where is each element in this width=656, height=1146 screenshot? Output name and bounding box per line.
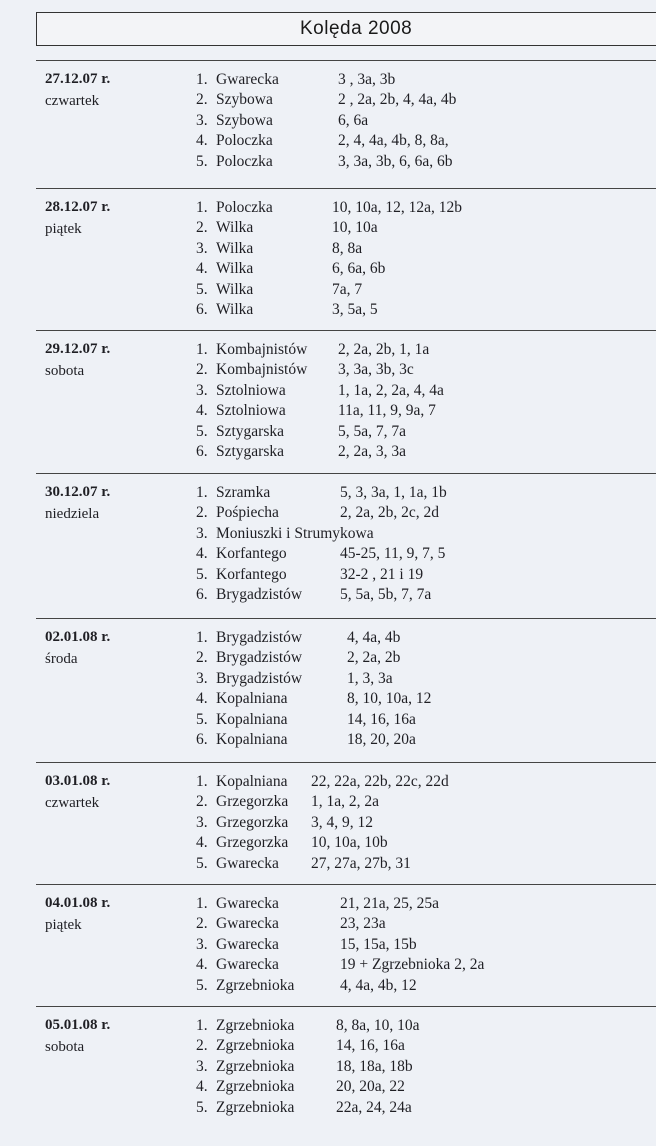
section-date: 29.12.07 r. <box>45 341 111 357</box>
street-name: Kopalniana <box>216 690 288 708</box>
house-numbers: 19 + Zgrzebnioka 2, 2a <box>340 956 485 974</box>
schedule-row <box>196 1017 636 1037</box>
schedule-row <box>196 423 636 443</box>
row-number: 4. <box>196 690 208 708</box>
schedule-row <box>196 443 636 463</box>
schedule-row <box>196 545 636 565</box>
row-number: 3. <box>196 935 208 953</box>
section-weekday: piątek <box>45 917 82 933</box>
street-name: Grzegorzka <box>216 813 289 831</box>
schedule-row <box>196 895 636 915</box>
row-number: 5. <box>196 976 208 994</box>
street-name: Szybowa <box>216 111 273 129</box>
house-numbers: 3, 5a, 5 <box>332 301 378 318</box>
section-divider <box>36 1006 656 1007</box>
schedule-row <box>196 956 636 976</box>
house-numbers: 10, 10a, 10b <box>311 834 388 852</box>
schedule-row <box>196 566 636 586</box>
schedule-row <box>196 731 636 751</box>
schedule-row <box>196 199 636 219</box>
schedule-row <box>196 649 636 669</box>
row-number: 2. <box>196 793 208 811</box>
section-weekday: sobota <box>45 363 85 379</box>
row-number: 2. <box>196 504 208 522</box>
schedule-row <box>196 834 636 854</box>
house-numbers: 4, 4a, 4b, 12 <box>340 976 417 994</box>
row-number: 1. <box>196 71 208 88</box>
row-number: 3. <box>196 669 208 687</box>
schedule-row <box>196 301 636 321</box>
street-name: Wilka <box>216 260 254 278</box>
street-name: Zgrzebnioka <box>216 1057 295 1075</box>
street-name: Gwarecka <box>216 915 279 933</box>
section-weekday: środa <box>45 651 78 667</box>
street-name: Wilka <box>216 219 254 237</box>
street-name: Gwarecka <box>216 935 279 953</box>
house-numbers: 20, 20a, 22 <box>336 1078 405 1096</box>
row-number: 6. <box>196 301 208 318</box>
row-number: 5. <box>196 710 208 728</box>
schedule-row <box>196 711 636 731</box>
schedule-row <box>196 281 636 301</box>
section-date: 30.12.07 r. <box>45 484 111 500</box>
house-numbers: 21, 21a, 25, 25a <box>340 895 440 912</box>
street-name: Gwarecka <box>216 71 279 88</box>
row-number: 5. <box>196 854 208 872</box>
house-numbers: 11a, 11, 9, 9a, 7 <box>338 402 436 420</box>
row-number: 5. <box>196 280 208 298</box>
schedule-row <box>196 525 636 545</box>
row-number: 5. <box>196 565 208 583</box>
street-name: Kombajnistów <box>216 341 308 358</box>
row-number: 6. <box>196 731 208 748</box>
street-name: Kopalniana <box>216 710 288 728</box>
schedule-row <box>196 915 636 935</box>
street-name: Zgrzebnioka <box>216 1078 295 1096</box>
row-number: 2. <box>196 91 208 109</box>
row-number: 4. <box>196 1078 208 1096</box>
row-number: 3. <box>196 1057 208 1075</box>
schedule-row <box>196 793 636 813</box>
schedule-row <box>196 690 636 710</box>
row-number: 5. <box>196 1098 208 1116</box>
house-numbers: 2, 4, 4a, 4b, 8, 8a, <box>338 132 449 150</box>
house-numbers: 1, 3, 3a <box>347 669 393 687</box>
row-number: 6. <box>196 586 208 603</box>
street-name: Zgrzebnioka <box>216 976 295 994</box>
street-name: Poloczka <box>216 199 273 216</box>
house-numbers: 10, 10a, 12, 12a, 12b <box>332 199 463 216</box>
house-numbers: 5, 5a, 5b, 7, 7a <box>340 586 432 603</box>
house-numbers: 2, 2a, 2b, 2c, 2d <box>340 504 440 522</box>
house-numbers: 14, 16, 16a <box>347 710 416 728</box>
section-divider <box>36 884 656 885</box>
street-name: Kopalniana <box>216 773 288 790</box>
house-numbers: 2, 2a, 2b <box>347 649 401 667</box>
house-numbers: 2 , 2a, 2b, 4, 4a, 4b <box>338 91 457 109</box>
section-weekday: niedziela <box>45 506 100 522</box>
section-weekday: sobota <box>45 1039 85 1055</box>
schedule-row <box>196 629 636 649</box>
row-number: 1. <box>196 484 208 501</box>
section-divider <box>36 618 656 619</box>
house-numbers: 6, 6a, 6b <box>332 260 386 278</box>
street-name: Poloczka <box>216 152 273 170</box>
row-number: 4. <box>196 260 208 278</box>
schedule-row <box>196 71 636 91</box>
schedule-row <box>196 153 636 173</box>
row-number: 5. <box>196 152 208 170</box>
street-name: Brygadzistów <box>216 586 303 603</box>
street-name: Brygadzistów <box>216 669 303 687</box>
row-number: 3. <box>196 239 208 257</box>
street-name: Zgrzebnioka <box>216 1098 295 1116</box>
row-number: 5. <box>196 422 208 440</box>
house-numbers: 3, 3a, 3b, 6, 6a, 6b <box>338 152 453 170</box>
house-numbers: 5, 3, 3a, 1, 1a, 1b <box>340 484 447 501</box>
row-number: 3. <box>196 524 208 542</box>
section-divider <box>36 188 656 189</box>
row-number: 6. <box>196 443 208 460</box>
schedule-row <box>196 112 636 132</box>
house-numbers: 22a, 24, 24a <box>336 1098 412 1116</box>
section-date: 02.01.08 r. <box>45 629 111 645</box>
schedule-row <box>196 1037 636 1057</box>
house-numbers: 18, 18a, 18b <box>336 1057 413 1075</box>
row-number: 2. <box>196 219 208 237</box>
row-number: 4. <box>196 834 208 852</box>
schedule-row <box>196 260 636 280</box>
house-numbers: 1, 1a, 2, 2a <box>311 793 380 811</box>
schedule-row <box>196 219 636 239</box>
house-numbers: 27, 27a, 27b, 31 <box>311 854 411 872</box>
section-divider <box>36 330 656 331</box>
house-numbers: 7a, 7 <box>332 280 363 298</box>
schedule-row <box>196 1078 636 1098</box>
row-number: 1. <box>196 341 208 358</box>
section-divider <box>36 762 656 763</box>
page-title: Kolęda 2008 <box>300 18 413 39</box>
street-name: Zgrzebnioka <box>216 1037 295 1055</box>
street-name: Sztolniowa <box>216 402 286 420</box>
street-name: Brygadzistów <box>216 649 303 667</box>
schedule-row <box>196 382 636 402</box>
street-name: Szybowa <box>216 91 273 109</box>
house-numbers: 6, 6a <box>338 111 369 129</box>
schedule-row <box>196 361 636 381</box>
house-numbers: 14, 16, 16a <box>336 1037 405 1055</box>
row-number: 3. <box>196 111 208 129</box>
schedule-row <box>196 484 636 504</box>
schedule-row <box>196 773 636 793</box>
schedule-row <box>196 91 636 111</box>
house-numbers: 32-2 , 21 i 19 <box>340 565 424 583</box>
schedule-row <box>196 1058 636 1078</box>
row-number: 2. <box>196 915 208 933</box>
schedule-row <box>196 586 636 606</box>
house-numbers: 3 , 3a, 3b <box>338 71 396 88</box>
row-number: 1. <box>196 1017 208 1034</box>
schedule-row <box>196 132 636 152</box>
street-name: Korfantego <box>216 565 287 583</box>
street-name: Pośpiecha <box>216 504 279 522</box>
house-numbers: 45-25, 11, 9, 7, 5 <box>340 545 446 563</box>
row-number: 1. <box>196 629 208 646</box>
house-numbers: 3, 4, 9, 12 <box>311 813 373 831</box>
house-numbers: 8, 10, 10a, 12 <box>347 690 432 708</box>
street-name: Grzegorzka <box>216 793 289 811</box>
section-date: 27.12.07 r. <box>45 71 111 87</box>
street-name: Poloczka <box>216 132 273 150</box>
house-numbers: 22, 22a, 22b, 22c, 22d <box>311 773 449 790</box>
row-number: 4. <box>196 956 208 974</box>
house-numbers: 4, 4a, 4b <box>347 629 401 646</box>
row-number: 3. <box>196 813 208 831</box>
street-name: Brygadzistów <box>216 629 303 646</box>
schedule-row <box>196 402 636 422</box>
house-numbers: 1, 1a, 2, 2a, 4, 4a <box>338 381 444 399</box>
section-weekday: czwartek <box>45 795 100 811</box>
row-number: 2. <box>196 1037 208 1055</box>
street-name: Sztolniowa <box>216 381 286 399</box>
house-numbers: 2, 2a, 3, 3a <box>338 443 407 460</box>
street-name: Zgrzebnioka <box>216 1017 295 1034</box>
row-number: 4. <box>196 545 208 563</box>
schedule-row <box>196 504 636 524</box>
street-name: Gwarecka <box>216 895 279 912</box>
street-name: Szramka <box>216 484 271 501</box>
street-name: Korfantego <box>216 545 287 563</box>
section-date: 05.01.08 r. <box>45 1017 111 1033</box>
schedule-row <box>196 341 636 361</box>
section-weekday: piątek <box>45 221 82 237</box>
house-numbers: 3, 3a, 3b, 3c <box>338 361 414 379</box>
street-name: Grzegorzka <box>216 834 289 852</box>
schedule-row <box>196 855 636 875</box>
section-date: 28.12.07 r. <box>45 199 111 215</box>
section-date: 03.01.08 r. <box>45 773 111 789</box>
house-numbers: 18, 20, 20a <box>347 731 416 748</box>
section-divider <box>36 60 656 61</box>
schedule-row <box>196 936 636 956</box>
row-number: 1. <box>196 773 208 790</box>
street-name: Wilka <box>216 239 254 257</box>
schedule-row <box>196 240 636 260</box>
section-date: 04.01.08 r. <box>45 895 111 911</box>
street-name: Sztygarska <box>216 422 285 440</box>
house-numbers: 5, 5a, 7, 7a <box>338 422 407 440</box>
street-name: Wilka <box>216 280 254 298</box>
schedule-row <box>196 1099 636 1119</box>
schedule-row <box>196 670 636 690</box>
street-name: Wilka <box>216 301 254 318</box>
row-number: 2. <box>196 649 208 667</box>
row-number: 1. <box>196 895 208 912</box>
schedule-row <box>196 977 636 997</box>
section-weekday: czwartek <box>45 93 100 109</box>
house-numbers: 8, 8a <box>332 239 363 257</box>
street-name: Kopalniana <box>216 731 288 748</box>
row-number: 1. <box>196 199 208 216</box>
house-numbers: 10, 10a <box>332 219 378 237</box>
row-number: 4. <box>196 402 208 420</box>
street-name: Gwarecka <box>216 854 279 872</box>
house-numbers: 15, 15a, 15b <box>340 935 417 953</box>
row-number: 3. <box>196 381 208 399</box>
street-name: Moniuszki i Strumykowa <box>216 524 374 542</box>
street-name: Gwarecka <box>216 956 279 974</box>
street-name: Kombajnistów <box>216 361 308 379</box>
house-numbers: 23, 23a <box>340 915 386 933</box>
street-name: Sztygarska <box>216 443 285 460</box>
schedule-row <box>196 814 636 834</box>
row-number: 2. <box>196 361 208 379</box>
section-divider <box>36 473 656 474</box>
house-numbers: 2, 2a, 2b, 1, 1a <box>338 341 430 358</box>
house-numbers: 8, 8a, 10, 10a <box>336 1017 420 1034</box>
row-number: 4. <box>196 132 208 150</box>
